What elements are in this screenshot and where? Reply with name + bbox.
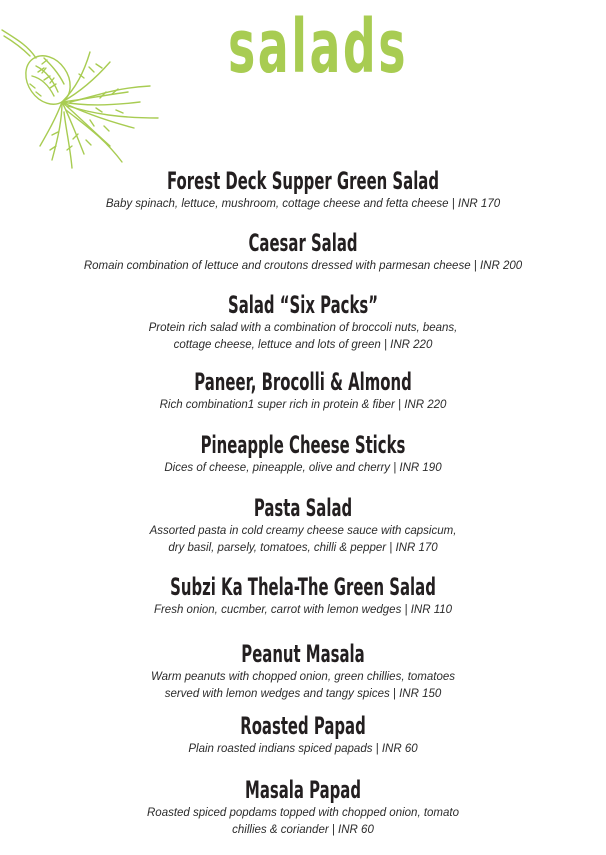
menu-item-description: dry basil, parsely, tomatoes, chilli & pepper | INR 170 [168, 542, 438, 554]
menu-item-description: Roasted spiced popdams topped with chopped onion, tomato [147, 807, 459, 819]
menu-item-name: Pasta Salad [253, 494, 353, 522]
menu-item-description: Fresh onion, cucmber, carrot with lemon wedges | INR 110 [153, 604, 453, 616]
menu-item [0, 573, 606, 618]
menu-item [0, 712, 606, 757]
menu-item-name: Masala Papad [245, 776, 361, 804]
menu-item-name: Pineapple Cheese Sticks [200, 431, 406, 459]
menu-item-name: Caesar Salad [248, 229, 358, 257]
menu-item-description: Rich combination1 super rich in protein & fiber | INR 220 [159, 399, 447, 411]
menu-item-description: Romain combination of lettuce and croutons dressed with parmesan cheese | INR 200 [83, 260, 523, 272]
page-title: salads [228, 4, 408, 90]
menu-item-description: Protein rich salad with a combination of broccoli nuts, beans, [148, 322, 458, 334]
menu-item [0, 431, 606, 476]
menu-item [0, 368, 606, 413]
menu-item-description: Assorted pasta in cold creamy cheese sauce with capsicum, [149, 525, 457, 537]
menu-item-name: Peanut Masala [241, 640, 365, 668]
menu-item-name: Paneer, Brocolli & Almond [194, 368, 412, 396]
menu-item-description: cottage cheese, lettuce and lots of green | INR 220 [173, 339, 433, 351]
menu-item-name: Salad “Six Packs” [227, 291, 379, 319]
menu-item [0, 167, 606, 212]
menu-item-description: Dices of cheese, pineapple, olive and cherry | INR 190 [164, 462, 442, 474]
menu-item-name: Roasted Papad [240, 712, 366, 740]
menu-item-description: served with lemon wedges and tangy spices | INR 150 [164, 688, 442, 700]
menu-item [0, 776, 606, 838]
menu-item-description: Plain roasted indians spiced papads | INR 60 [188, 743, 418, 755]
menu-item [0, 494, 606, 556]
menu-item-name: Subzi Ka Thela-The Green Salad [170, 573, 436, 601]
menu-item [0, 291, 606, 353]
menu-item [0, 229, 606, 274]
menu-item-description: Baby spinach, lettuce, mushroom, cottage cheese and fetta cheese | INR 170 [105, 198, 501, 210]
menu-item-description: Warm peanuts with chopped onion, green chillies, tomatoes [150, 671, 456, 683]
menu-item-name: Forest Deck Supper Green Salad [166, 167, 439, 195]
menu-item [0, 640, 606, 702]
menu-item-description: chillies & coriander | INR 60 [232, 824, 374, 836]
